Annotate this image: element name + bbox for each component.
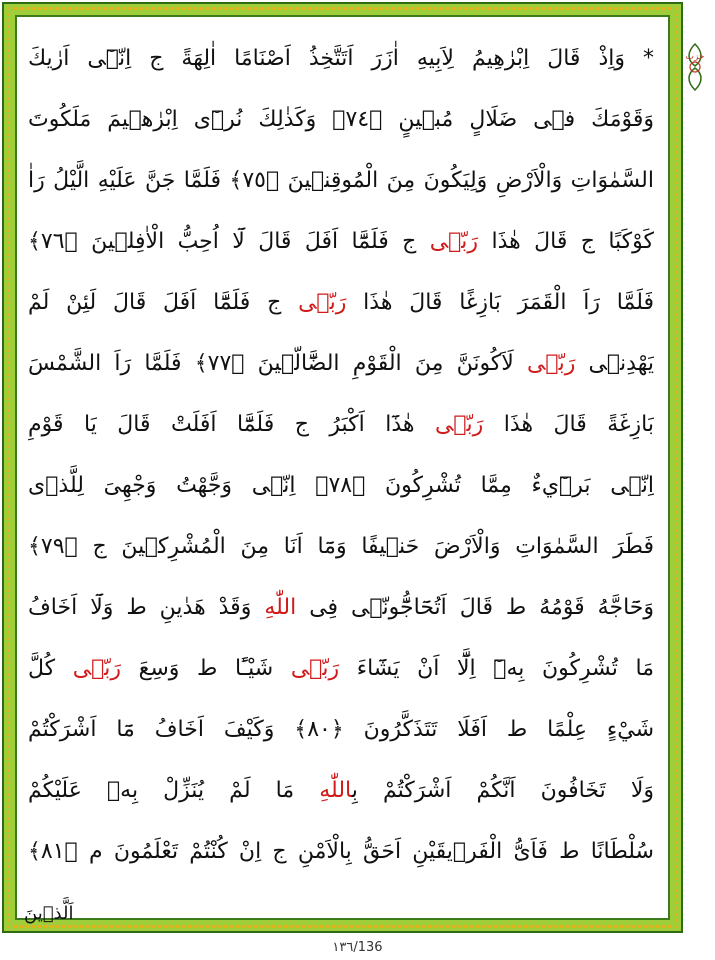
highlighted-word: رَبّ۪ى [290,656,340,681]
page-number: ١٣٦/136 [332,940,383,955]
text-line-10: وَحَٓاجَّهُ قَوْمُهُ ط قَالَ اَتُحَٓاجُّٓونّ۪ى فِى اللّٰهِ وَقَدْ هَدٰينِ ط وَلَٓا اَخَافُ [28,595,654,620]
highlighted-word: رَبّ۪ى [429,229,479,254]
highlighted-word: رَبّ۪ى [72,656,122,681]
text-line-3: السَّمٰوَاتِ وَالْاَرْضِ وَلِيَكُونَ مِنَ الْمُوقِن۪ينَ ﴿٧٥﴾ فَلَمَّا جَنَّ عَلَيْهِ الَّيْلُ رَاٰ [28,168,654,193]
text-line-14: سُلْطَانًا ط فَاَىُّ الْفَر۪يقَيْنِ اَحَقُّ بِالْاَمْنِ ج اِنْ كُنْتُمْ تَعْلَمُونَ م ﴿٨١﴾ [28,839,654,864]
highlighted-word: رَبّ۪ى [527,351,576,376]
hizb-marker-label: حزب [685,52,705,62]
highlighted-word: اللّٰهِ [264,595,297,620]
text-line-2: وَقَوْمَكَ ف۪ى ضَلَالٍ مُب۪ينٍ ﴿٧٤﴾ وَكَذٰلِكَ نُر۪ٓى اِبْرٰه۪يمَ مَلَكُوتَ [28,107,654,132]
quran-text-area [28,28,654,908]
text-line-5: فَلَمَّا رَاَ الْقَمَرَ بَازِغًا قَالَ هٰذَا رَبّ۪ى ج فَلَمَّٓا اَفَلَ قَالَ لَئِنْ لَمْ [28,290,654,315]
highlighted-word: رَبّ۪ى [298,290,347,315]
catchword: اَلَّذ۪ينَ [24,903,74,924]
text-line-4: كَوْكَبًا ج قَالَ هٰذَا رَبّ۪ى ج فَلَمَّٓا اَفَلَ قَالَ لَٓا اُحِبُّ الْاٰفِل۪ينَ ﴿٧٦﴾ [28,229,654,254]
text-line-7: بَازِغَةً قَالَ هٰذَا رَبّ۪ى هٰذَٓا اَكْبَرُ ج فَلَمَّٓا اَفَلَتْ قَالَ يَا قَوْمِ [28,412,654,437]
text-line-13: وَلَا تَخَافُونَ اَنَّكُمْ اَشْرَكْتُمْ بِاللّٰهِ مَا لَمْ يُنَزِّلْ بِه۪ عَلَيْكُمْ [28,778,654,803]
text-line-9: فَطَرَ السَّمٰوَاتِ وَالْاَرْضَ حَن۪يفًا وَمَٓا اَنَا مِنَ الْمُشْرِك۪ينَ ج ﴿٧٩﴾ [28,534,654,559]
text-line-11: مَا تُشْرِكُونَ بِه۪ٓ اِلَّٓا اَنْ يَشَٓاءَ رَبّ۪ى شَيْـًٔا ط وَسِعَ رَبّ۪ى كُلَّ [28,656,654,681]
highlighted-word: رَبّ۪ى [435,412,484,437]
text-line-8: اِنّ۪ى بَر۪ٓيءٌ مِمَّا تُشْرِكُونَ ﴿٧٨﴾ اِنّ۪ى وَجَّهْتُ وَجْهِىَ لِلَّذ۪ى [28,473,654,498]
highlighted-word: اللّٰهِ [319,778,352,803]
hizb-marker-icon [681,42,709,92]
text-line-6: يَهْدِن۪ى رَبّ۪ى لَاَكُونَنَّ مِنَ الْقَوْمِ الضَّٓالّ۪ينَ ﴿٧٧﴾ فَلَمَّا رَاَ الشَّمْسَ [28,351,654,376]
text-line-1: * وَاِذْ قَالَ اِبْرٰهِيمُ لِاَبِيهِ اٰزَرَ اَتَتَّخِذُ اَصْنَامًا اٰلِهَةً ج اِنّ۪ٓى اَرٰيكَ [28,46,654,71]
text-line-12: شَيْءٍ عِلْمًا ط اَفَلَا تَتَذَكَّرُونَ ﴿٨٠﴾ وَكَيْفَ اَخَافُ مَٓا اَشْرَكْتُمْ [28,717,654,742]
